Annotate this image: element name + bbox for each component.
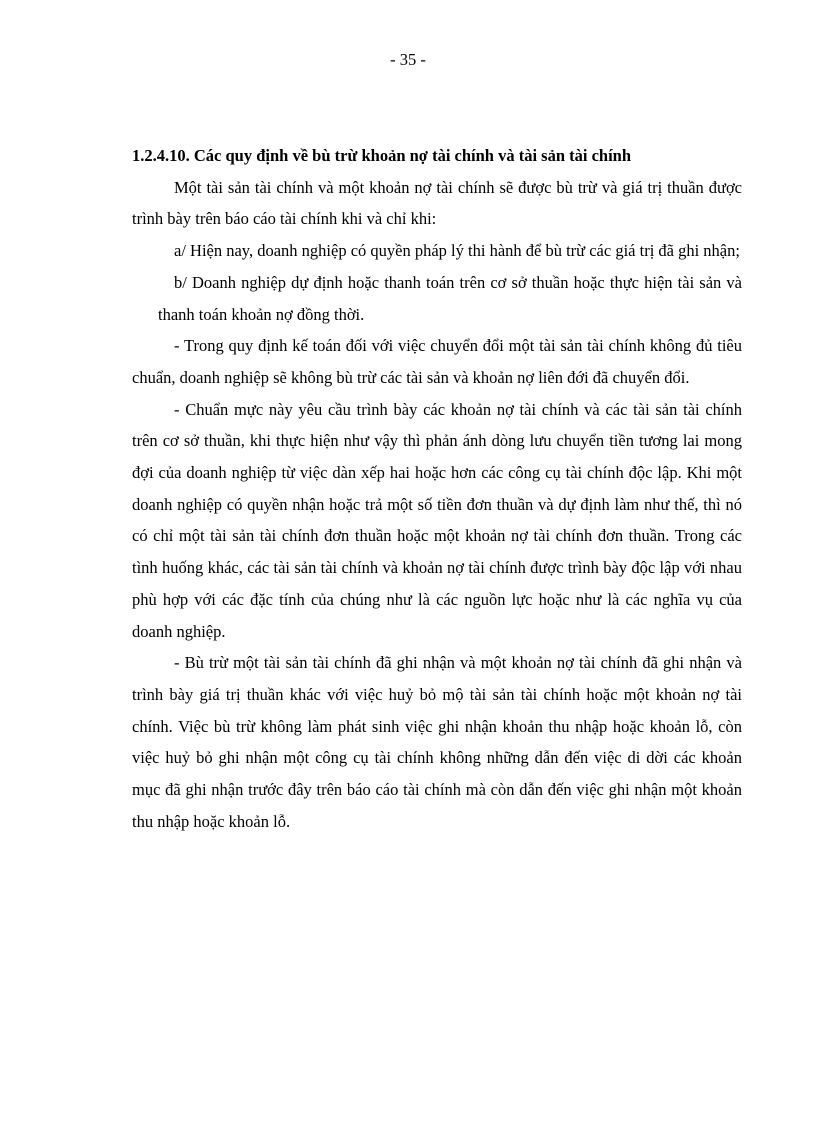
paragraph-standard: - Chuẩn mực này yêu cầu trình bày các khoản nợ tài chính và các tài sản tài chính trên cơ sở thuần, khi thực hiện như vậy thì phản ánh dòng lưu chuyển tiền tương lai mong đợi của doanh nghiệp từ việc dàn xếp hai hoặc hơn các công cụ tài chính độc lập. Khi một doanh nghiệp có quyền nhận hoặc trả một số tiền đơn thuần và dự định làm như thế, thì nó có chỉ một tài sản tài chính đơn thuần hoặc một khoản nợ tài chính đơn thuần. Trong các tình huống khác, các tài sản tài chính và khoản nợ tài chính được trình bày độc lập với nhau phù hợp với các đặc tính của chúng như là các nguồn lực hoặc như là các nghĩa vụ của doanh nghiệp. <box>132 399 742 641</box>
section-heading: 1.2.4.10. Các quy định về bù trừ khoản nợ tài chính và tài sản tài chính <box>132 146 632 165</box>
page-content <box>132 140 742 837</box>
paragraph-intro: Một tài sản tài chính và một khoản nợ tài chính sẽ được bù trừ và giá trị thuần được trình bày trên báo cáo tài chính khi và chỉ khi: <box>132 177 742 229</box>
paragraph-transfer: - Trong quy định kế toán đối với việc chuyển đổi một tài sản tài chính không đủ tiêu chuẩn, doanh nghiệp sẽ không bù trừ các tài sản và khoản nợ liên đới đã chuyển đổi. <box>132 336 742 387</box>
paragraph-offset: - Bù trừ một tài sản tài chính đã ghi nhận và một khoản nợ tài chính đã ghi nhận và trình bày giá trị thuần khác với việc huỷ bỏ mộ tài sản tài chính hoặc một khoản nợ tài chính. Việc bù trừ không làm phát sinh việc ghi nhận khoản thu nhập hoặc khoản lỗ, còn việc huỷ bỏ ghi nhận một công cụ tài chính không những dẫn đến việc di dời các khoản mục đã ghi nhận trước đây trên báo cáo tài chính mà còn dẫn đến việc ghi nhận một khoản thu nhập hoặc khoản lỗ. <box>132 653 742 831</box>
paragraph-condition-a: a/ Hiện nay, doanh nghiệp có quyền pháp lý thi hành để bù trừ các giá trị đã ghi nhận; <box>174 241 740 261</box>
paragraph-condition-b: b/ Doanh nghiệp dự định hoặc thanh toán trên cơ sở thuần hoặc thực hiện tài sản và thanh toán khoản nợ đồng thời. <box>158 272 742 324</box>
page-number: - 35 - <box>390 50 426 69</box>
